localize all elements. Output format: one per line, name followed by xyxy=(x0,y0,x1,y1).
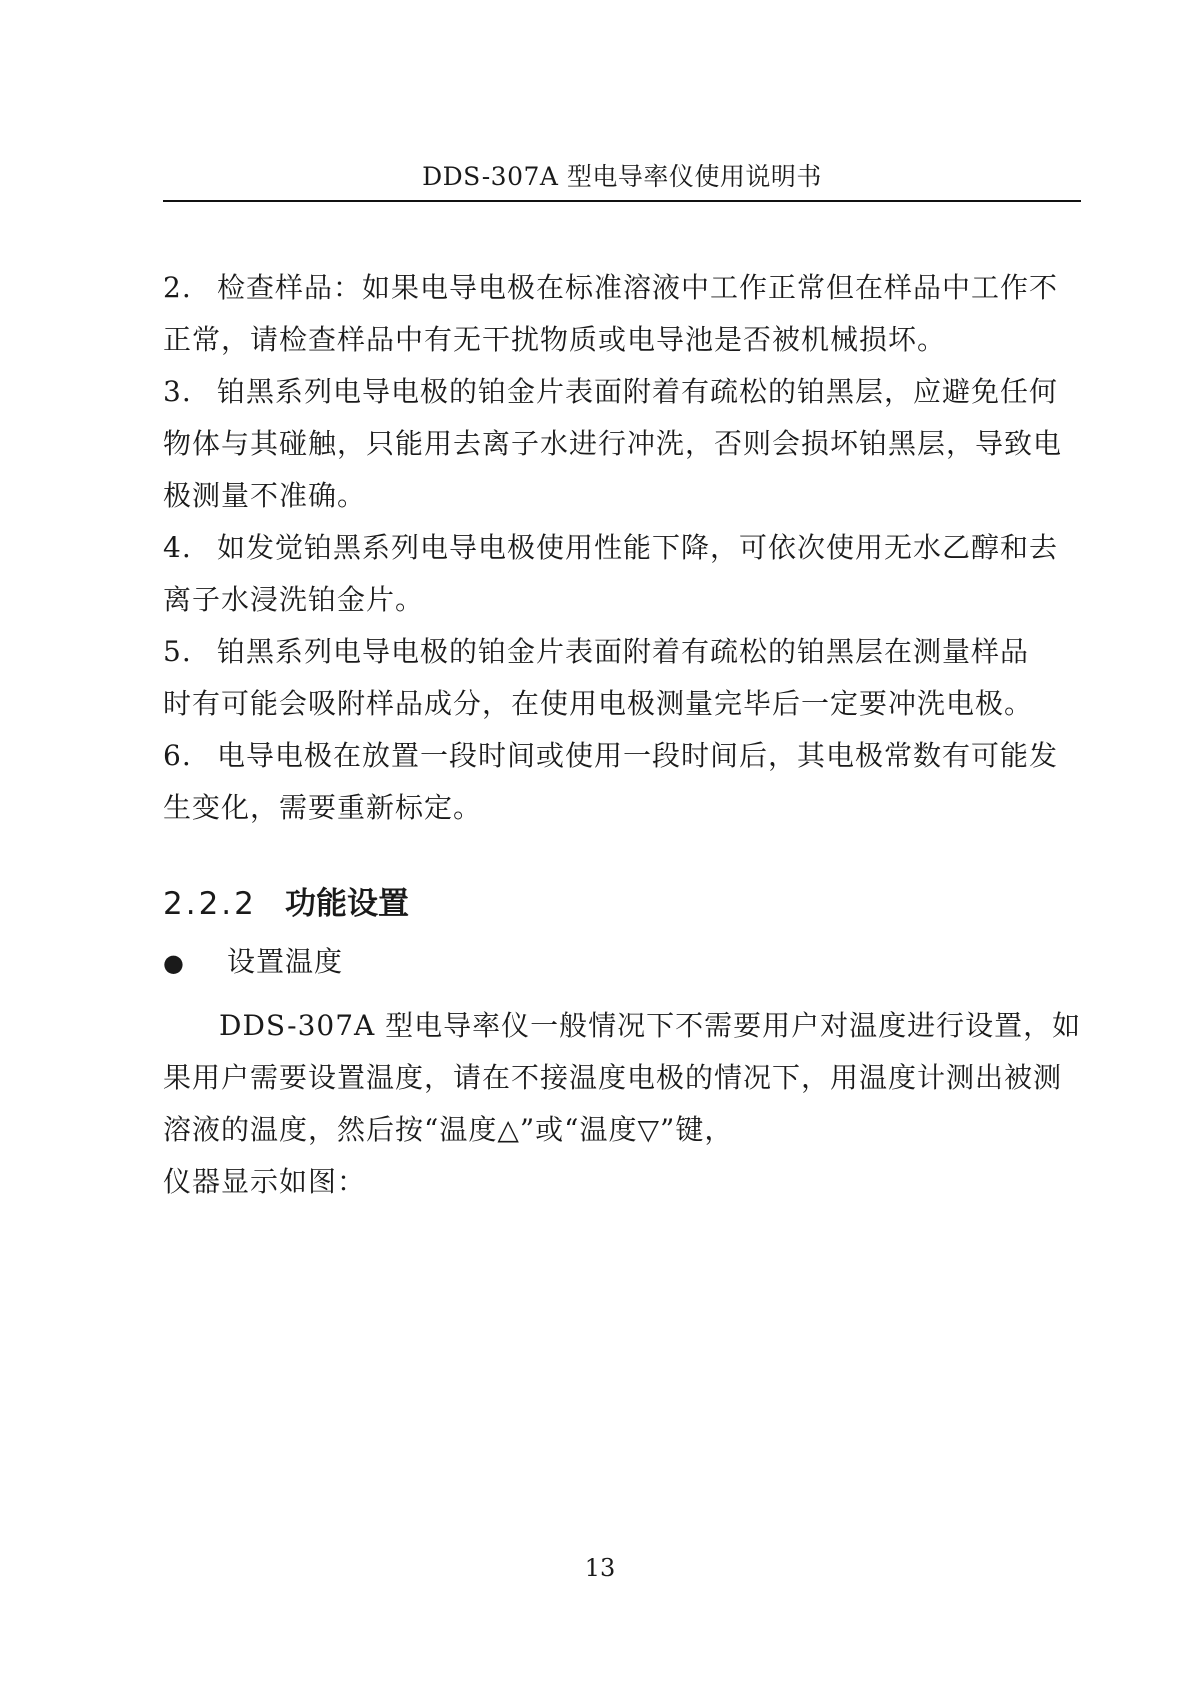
numbered-list xyxy=(163,262,1093,834)
paragraph-line-4: 仪器显示如图： xyxy=(163,1165,367,1198)
paragraph-line-2: 果用户需要设置温度，请在不接温度电极的情况下，用温度计测出被测 xyxy=(163,1061,1063,1094)
section-title: 功能设置 xyxy=(285,886,409,922)
list-item-5-line-1 xyxy=(163,626,1093,678)
page-number: 13 xyxy=(584,1554,616,1582)
list-item-text: 电导电极在放置一段时间或使用一段时间后，其电极常数有可能发 xyxy=(217,739,1059,772)
page-header-title: DDS-307A 型电导率仪使用说明书 xyxy=(422,162,822,191)
list-item-3-line-1 xyxy=(163,366,1093,418)
list-item-6-line-2: 生变化，需要重新标定。 xyxy=(163,791,483,824)
header-divider xyxy=(163,200,1081,202)
bullet-icon: ● xyxy=(163,949,185,977)
list-item-4-line-1 xyxy=(163,522,1093,574)
list-item-2-line-2: 正常，请检查样品中有无干扰物质或电导池是否被机械损坏。 xyxy=(163,323,947,356)
list-item-text: 检查样品：如果电导电极在标准溶液中工作正常但在样品中工作不 xyxy=(217,271,1059,304)
list-item-number: 5. xyxy=(163,635,192,668)
list-item-number: 4. xyxy=(163,531,192,564)
list-item-number: 2. xyxy=(163,271,192,304)
list-item-text: 如发觉铂黑系列电导电极使用性能下降，可依次使用无水乙醇和去 xyxy=(217,531,1059,564)
list-item-3-line-3: 极测量不准确。 xyxy=(163,479,367,512)
section-number: 2.2.2 xyxy=(163,886,257,922)
list-item-number: 6. xyxy=(163,739,192,772)
list-item-number: 3. xyxy=(163,375,192,408)
list-item-2-line-1 xyxy=(163,262,1093,314)
list-item-4-line-2: 离子水浸洗铂金片。 xyxy=(163,583,425,616)
paragraph-line-3: 溶液的温度，然后按“温度△”或“温度▽”键， xyxy=(163,1113,734,1146)
list-item-text: 铂黑系列电导电极的铂金片表面附着有疏松的铂黑层，应避免任何 xyxy=(217,375,1059,408)
section-heading xyxy=(163,882,409,926)
list-item-6-line-1 xyxy=(163,730,1093,782)
paragraph-line-1: DDS-307A 型电导率仪一般情况下不需要用户对温度进行设置，如 xyxy=(219,1009,1082,1042)
list-item-text: 铂黑系列电导电极的铂金片表面附着有疏松的铂黑层在测量样品 xyxy=(217,635,1030,668)
list-item-5-line-2: 时有可能会吸附样品成分，在使用电极测量完毕后一定要冲洗电极。 xyxy=(163,687,1034,720)
bullet-item xyxy=(163,936,343,989)
body-paragraph xyxy=(163,1000,1093,1208)
list-item-3-line-2: 物体与其碰触，只能用去离子水进行冲洗，否则会损坏铂黑层，导致电 xyxy=(163,427,1063,460)
bullet-text: 设置温度 xyxy=(227,945,344,978)
